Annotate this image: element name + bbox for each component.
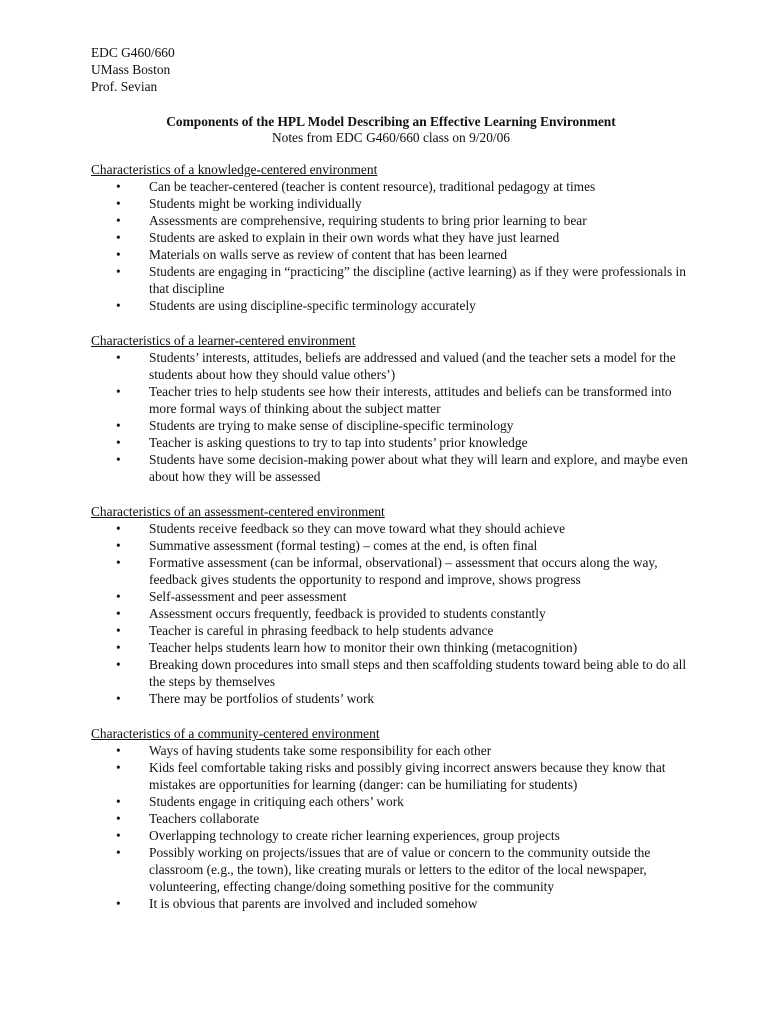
bullet-list (91, 520, 691, 707)
section (91, 725, 691, 912)
list-item (91, 195, 691, 212)
bullet-icon: • (116, 298, 121, 313)
section-heading: Characteristics of a community-centered environment (91, 726, 380, 741)
list-item-text: Students are trying to make sense of discipline-specific terminology (149, 418, 514, 433)
bullet-icon: • (116, 521, 121, 536)
list-item (91, 639, 691, 656)
bullet-icon: • (116, 452, 121, 467)
list-item-text: Students are asked to explain in their own words what they have just learned (149, 230, 560, 245)
bullet-list (91, 178, 691, 314)
list-item-text: Possibly working on projects/issues that are of value or concern to the community outside the classroom (e.g., the town), like creating murals or letters to the editor of the local newspaper, volunteering, effecting change/doing something positive for the community (149, 845, 651, 894)
list-item-text: It is obvious that parents are involved and included somehow (149, 896, 478, 911)
list-item-text: Teacher helps students learn how to monitor their own thinking (metacognition) (149, 640, 578, 655)
bullet-icon: • (116, 230, 121, 245)
list-item (91, 417, 691, 434)
section-heading: Characteristics of a knowledge-centered environment (91, 162, 378, 177)
list-item (91, 690, 691, 707)
bullet-icon: • (116, 213, 121, 228)
list-item (91, 263, 691, 297)
list-item-text: Self-assessment and peer assessment (149, 589, 347, 604)
bullet-icon: • (116, 247, 121, 262)
list-item (91, 349, 691, 383)
list-item-text: Assessment occurs frequently, feedback is provided to students constantly (149, 606, 546, 621)
list-item (91, 554, 691, 588)
list-item (91, 229, 691, 246)
list-item (91, 246, 691, 263)
list-item (91, 810, 691, 827)
list-item-text: Students receive feedback so they can move toward what they should achieve (149, 521, 566, 536)
bullet-icon: • (116, 657, 121, 672)
list-item-text: Breaking down procedures into small steps and then scaffolding students toward being able to do all the steps by themselves (149, 657, 687, 689)
list-item (91, 656, 691, 690)
list-item (91, 759, 691, 793)
bullet-icon: • (116, 760, 121, 775)
instructor-name: Prof. Sevian (91, 79, 158, 94)
list-item (91, 742, 691, 759)
bullet-icon: • (116, 623, 121, 638)
document-subtitle: Notes from EDC G460/660 class on 9/20/06 (271, 130, 511, 145)
list-item (91, 520, 691, 537)
list-item-text: There may be portfolios of students’ work (149, 691, 375, 706)
course-code: EDC G460/660 (91, 45, 175, 60)
list-item (91, 793, 691, 810)
list-item (91, 297, 691, 314)
list-item-text: Students might be working individually (149, 196, 362, 211)
list-item-text: Teacher tries to help students see how their interests, attitudes and beliefs can be transformed into more formal ways of thinking about the subject matter (149, 384, 672, 416)
bullet-list (91, 349, 691, 485)
section (91, 332, 691, 485)
bullet-icon: • (116, 350, 121, 365)
list-item-text: Materials on walls serve as review of content that has been learned (149, 247, 508, 262)
list-item-text: Students are engaging in “practicing” the discipline (active learning) as if they were professionals in that discipline (149, 264, 686, 296)
bullet-icon: • (116, 606, 121, 621)
list-item-text: Assessments are comprehensive, requiring students to bring prior learning to bear (149, 213, 587, 228)
section-heading: Characteristics of a learner-centered environment (91, 333, 356, 348)
bullet-icon: • (116, 828, 121, 843)
bullet-icon: • (116, 794, 121, 809)
list-item-text: Formative assessment (can be informal, observational) – assessment that occurs along the way, feedback gives students the opportunity to respond and improve, shows progress (149, 555, 658, 587)
bullet-icon: • (116, 743, 121, 758)
sections-container (91, 161, 691, 912)
list-item-text: Teachers collaborate (149, 811, 260, 826)
list-item (91, 588, 691, 605)
list-item-text: Teacher is asking questions to try to tap into students’ prior knowledge (149, 435, 528, 450)
bullet-icon: • (116, 538, 121, 553)
list-item (91, 451, 691, 485)
bullet-icon: • (116, 264, 121, 279)
document-page (91, 44, 691, 912)
bullet-icon: • (116, 589, 121, 604)
school-name: UMass Boston (91, 62, 171, 77)
bullet-icon: • (116, 640, 121, 655)
bullet-icon: • (116, 384, 121, 399)
bullet-icon: • (116, 555, 121, 570)
section-heading: Characteristics of an assessment-centered environment (91, 504, 385, 519)
bullet-list (91, 742, 691, 912)
list-item (91, 605, 691, 622)
list-item-text: Ways of having students take some responsibility for each other (149, 743, 492, 758)
bullet-icon: • (116, 691, 121, 706)
list-item-text: Summative assessment (formal testing) – comes at the end, is often final (149, 538, 538, 553)
list-item-text: Students have some decision-making power about what they will learn and explore, and maybe even about how they will be assessed (149, 452, 688, 484)
bullet-icon: • (116, 811, 121, 826)
document-title: Components of the HPL Model Describing an Effective Learning Environment (166, 114, 616, 129)
list-item (91, 895, 691, 912)
bullet-icon: • (116, 845, 121, 860)
bullet-icon: • (116, 435, 121, 450)
list-item-text: Students engage in critiquing each others’ work (149, 794, 404, 809)
list-item-text: Students’ interests, attitudes, beliefs are addressed and valued (and the teacher sets a model for the students about how they should value others’) (149, 350, 676, 382)
list-item-text: Kids feel comfortable taking risks and possibly giving incorrect answers because they know that mistakes are opportunities for learning (danger: can be humiliating for students) (149, 760, 666, 792)
list-item (91, 212, 691, 229)
bullet-icon: • (116, 179, 121, 194)
list-item (91, 844, 691, 895)
list-item-text: Can be teacher-centered (teacher is content resource), traditional pedagogy at times (149, 179, 596, 194)
list-item (91, 178, 691, 195)
list-item (91, 622, 691, 639)
list-item (91, 827, 691, 844)
list-item (91, 383, 691, 417)
list-item (91, 537, 691, 554)
bullet-icon: • (116, 196, 121, 211)
title-block (91, 114, 691, 146)
section (91, 503, 691, 707)
list-item (91, 434, 691, 451)
section (91, 161, 691, 314)
bullet-icon: • (116, 418, 121, 433)
bullet-icon: • (116, 896, 121, 911)
list-item-text: Teacher is careful in phrasing feedback to help students advance (149, 623, 494, 638)
list-item-text: Overlapping technology to create richer learning experiences, group projects (149, 828, 560, 843)
list-item-text: Students are using discipline-specific terminology accurately (149, 298, 476, 313)
document-header (91, 44, 691, 95)
